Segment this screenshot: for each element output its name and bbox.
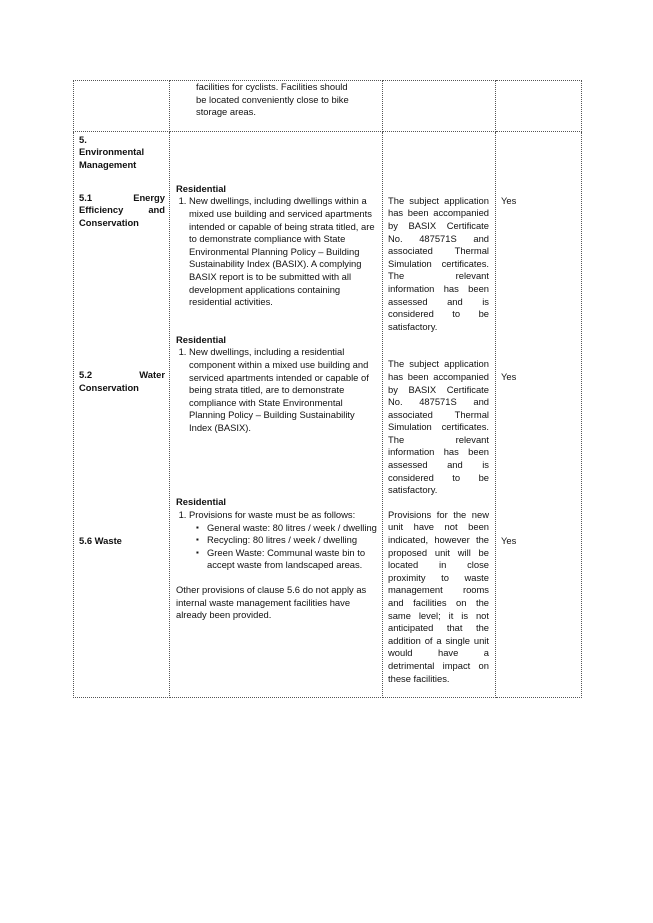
requirement-cell [170, 131, 383, 697]
requirement-cell [170, 81, 383, 132]
requirement-list [176, 509, 378, 572]
bullet-item: ▪ Recycling: 80 litres / week / dwelling [207, 534, 378, 547]
table-row-content [74, 131, 582, 697]
control-label-5-2: 5.2 Water Conservation [79, 369, 165, 393]
section-title: Management [79, 158, 137, 170]
requirement-list [176, 195, 378, 308]
assessment-comment: The subject application has been accompanied by BASIX Certificate No. 487571S and associated Thermal Simulation certificates. The relevant information has been assessed and is considered to be satisfactory. [388, 194, 489, 332]
requirement-heading: Residential [176, 333, 227, 345]
requirement-item: 1. Provisions for waste must be as follows: ▪ General waste: 80 litres / week / dwelling ▪ Recycling: 80 litres / week / dwelling ▪ Green Waste: Communal waste bin to accept waste from landscaped areas. [189, 509, 378, 572]
section-number: 5. [79, 133, 87, 145]
section-title: Environmental [79, 146, 145, 158]
complies-cell [496, 81, 582, 132]
complies-value: Yes [501, 194, 517, 206]
compliance-table [73, 80, 582, 698]
comment-cell [383, 81, 496, 132]
comment-cell [383, 131, 496, 697]
control-cell [74, 131, 170, 697]
waste-bullet-list [189, 522, 378, 572]
bullet-item: ▪ Green Waste: Communal waste bin to accept waste from landscaped areas. [207, 547, 378, 572]
other-provisions-note: Other provisions of clause 5.6 do not apply as internal waste management facilities have already been provided. [176, 584, 367, 621]
table-row-continuation [74, 81, 582, 132]
continuation-line: facilities for cyclists. Facilities should [196, 81, 348, 92]
requirement-heading: Residential [176, 496, 227, 508]
complies-value: Yes [501, 371, 517, 383]
bullet-item: ▪ General waste: 80 litres / week / dwelling [207, 522, 378, 535]
requirement-heading: Residential [176, 182, 227, 194]
assessment-comment: Provisions for the new unit have not been indicated, however the proposed unit will be located in close proximity to waste management rooms and facilities on the same level; it is not anticipated that the addition of a single unit would have a detrimental impact on these facilities. [388, 508, 489, 684]
continuation-line: storage areas. [196, 106, 256, 118]
control-label-5-1: 5.1 Energy Efficiency and Conservation [79, 191, 165, 228]
complies-value: Yes [501, 534, 517, 546]
requirement-list [176, 346, 378, 434]
complies-cell [496, 131, 582, 697]
requirement-item: 1. New dwellings, including dwellings within a mixed use building and serviced apartments intended or capable of being strata titled, are to demonstrate compliance with State Environmental Planning Policy – Building Sustainability Index (BASIX). A complying BASIX report is to be submitted with all development applications containing residential activities. [189, 195, 378, 308]
control-label-5-6: 5.6 Waste [79, 534, 122, 546]
continuation-line: be located conveniently close to bike [196, 93, 349, 105]
assessment-comment: The subject application has been accompanied by BASIX Certificate No. 487571S and associated Thermal Simulation certificates. The relevant information has been assessed and is considered to be satisfactory. [388, 358, 489, 496]
requirement-item: 1. New dwellings, including a residential component within a mixed use building and serviced apartments intended or capable of being strata titled, are to demonstrate compliance with State Environmental Planning Policy – Building Sustainability Index (BASIX). [189, 346, 378, 434]
control-cell [74, 81, 170, 132]
